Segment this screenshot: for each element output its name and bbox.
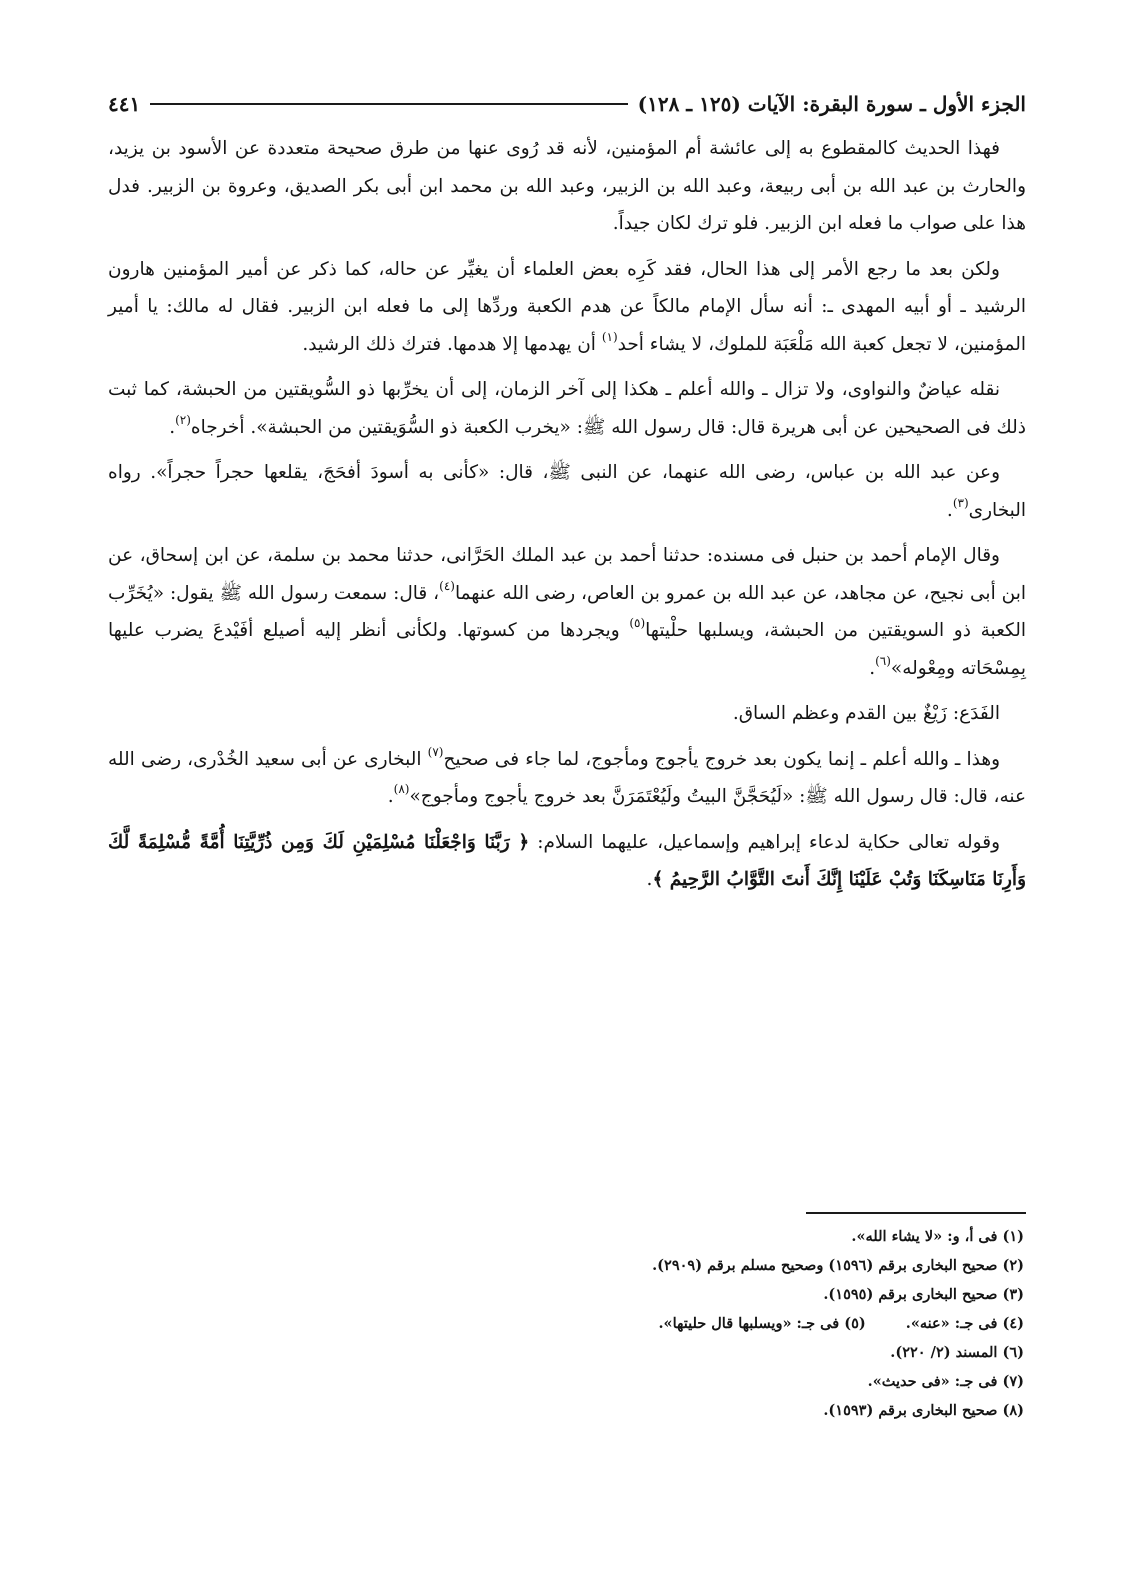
footnote-ref-5[interactable]: (٥) [629,616,646,630]
footnote-2: (٢) صحيح البخارى برقم (١٥٩٦) وصحيح مسلم برقم (٢٩٠٩). [652,1257,1024,1274]
footnote-separator [806,1212,1026,1214]
footnote-7: (٧) فى جـ: «فى حديث». [867,1373,1024,1390]
footnote-3: (٣) صحيح البخارى برقم (١٥٩٥). [823,1286,1024,1303]
paragraph-5: وقال الإمام أحمد بن حنبل فى مسنده: حدثنا أحمد بن عبد الملك الحَرَّانى، حدثنا محمد بن سلمة، عن ابن إسحاق، عن ابن أبى نجيح، عن مجاهد، عن عبد الله بن عمرو بن العاص، رضى الله عنهما$^{(٤)}$، قال: سمعت رسول الله ﷺ يقول: «يُخَرِّب الكعبة ذو السويقتين من الحبشة، ويسلبها حلْيتها$^{(٥)}$ ويجردها من كسوتها. ولكأنى أنظر إليه أصيلع أفَيْدعَ يضرب عليها بِمِسْحَاته ومِعْوله»$^{(٦)}$. [108,545,1026,679]
quran-verse: ﴿ رَبَّنَا وَاجْعَلْنَا مُسْلِمَيْنِ لَكَ وَمِن ذُرِّيَّتِنَا أُمَّةً مُّسْلِمَةً لَّكَ وَأَرِنَا مَنَاسِكَنَا وَتُبْ عَلَيْنَا إِنَّكَ أَنتَ التَّوَّابُ الرَّحِيمُ ﴾ [108,831,1026,890]
footnote-ref-7[interactable]: (٧) [427,744,444,759]
footnotes [244,1222,1024,1425]
paragraph-7: وهذا ـ والله أعلم ـ إنما يكون بعد خروج يأجوج ومأجوج، لما جاء فى صحيح$^{(٧)}$ البخارى عن أبى سعيد الخُدْرى، رضى الله عنه، قال: قال رسول الله ﷺ: «لَيُحَجَّنَّ البيتُ ولَيُعْتَمَرَنَّ بعد خروج يأجوج ومأجوج»$^{(٨)}$. [108,744,1026,807]
header-title: الجزء الأول ـ سورة البقرة: الآيات (١٢٥ ـ ١٢٨) [637,92,1026,116]
footnote-ref-8[interactable]: (٨) [393,782,410,796]
footnote-ref-1[interactable]: (١) [601,329,618,344]
footnote-ref-6[interactable]: (٦) [875,653,891,668]
running-header [108,84,1026,124]
footnote-5: (٥) فى جـ: «ويسلبها قال حليتها». [658,1315,866,1332]
paragraph-8: وقوله تعالى حكاية لدعاء إبراهيم وإسماعيل، عليهما السلام: ﴿ رَبَّنَا وَاجْعَلْنَا مُسْلِمَيْنِ لَكَ وَمِن ذُرِّيَّتِنَا أُمَّةً مُّسْلِمَةً لَّكَ وَأَرِنَا مَنَاسِكَنَا وَتُبْ عَلَيْنَا إِنَّكَ أَنتَ التَّوَّابُ الرَّحِيمُ ﴾. [108,831,1026,890]
definition-line: الفَدَع: زَيْغٌ بين القدم وعظم الساق. [732,703,1000,724]
page-number: ٤٤١ [108,92,141,116]
footnote-1: (١) فى أ، و: «لا يشاء الله». [851,1228,1024,1245]
footnote-8: (٨) صحيح البخارى برقم (١٥٩٣). [823,1402,1024,1419]
body-text [108,130,1026,907]
paragraph-1: فهذا الحديث كالمقطوع به إلى عائشة أم المؤمنين، لأنه قد رُوى عنها من طرق صحيحة متعددة عن الأسود بن يزيد، والحارث بن عبد الله بن أبى ربيعة، وعبد الله بن الزبير، وعبد الله بن محمد ابن أبى بكر الصديق، وعروة بن الزبير. فدل هذا على صواب ما فعله ابن الزبير. فلو ترك لكان جيداً. [108,138,1026,234]
footnote-ref-3[interactable]: (٣) [952,495,969,510]
footnote-6: (٦) المسند (٢/ ٢٢٠). [890,1344,1024,1361]
footnote-ref-2[interactable]: (٢) [175,412,191,427]
footnote-4: (٤) فى جـ: «عنه». [905,1315,1024,1332]
paragraph-4: وعن عبد الله بن عباس، رضى الله عنهما، عن النبى ﷺ، قال: «كأنى به أسودَ أفحَجَ، يقلعها حجراً حجراً». رواه البخارى$^{(٣)}$. [108,462,1026,521]
paragraph-3: نقله عياضٌ والنواوى، ولا تزال ـ والله أعلم ـ هكذا إلى آخر الزمان، إلى أن يخرِّبها ذو السُّويقتين من الحبشة، كما ثبت ذلك فى الصحيحين عن أبى هريرة قال: قال رسول الله ﷺ: «يخرب الكعبة ذو السُّوَيقتين من الحبشة». أخرجاه$^{(٢)}$. [108,379,1026,438]
footnote-4-5-line [244,1309,1024,1338]
footnote-ref-4[interactable]: (٤) [439,578,455,593]
header-rule [150,103,627,105]
paragraph-2: ولكن بعد ما رجع الأمر إلى هذا الحال، فقد كَرِه بعض العلماء أن يغيِّر عن حاله، كما ذكر عن أمير المؤمنين هارون الرشيد ـ أو أبيه المهدى ـ: أنه سأل الإمام مالكاً عن هدم الكعبة وردِّها إلى ما فعله ابن الزبير. فقال له مالك: يا أمير المؤمنين، لا تجعل كعبة الله مَلْعَبَة للملوك، لا يشاء أحد$^{(١)}$ أن يهدمها إلا هدمها. فترك ذلك الرشيد. [108,258,1026,355]
